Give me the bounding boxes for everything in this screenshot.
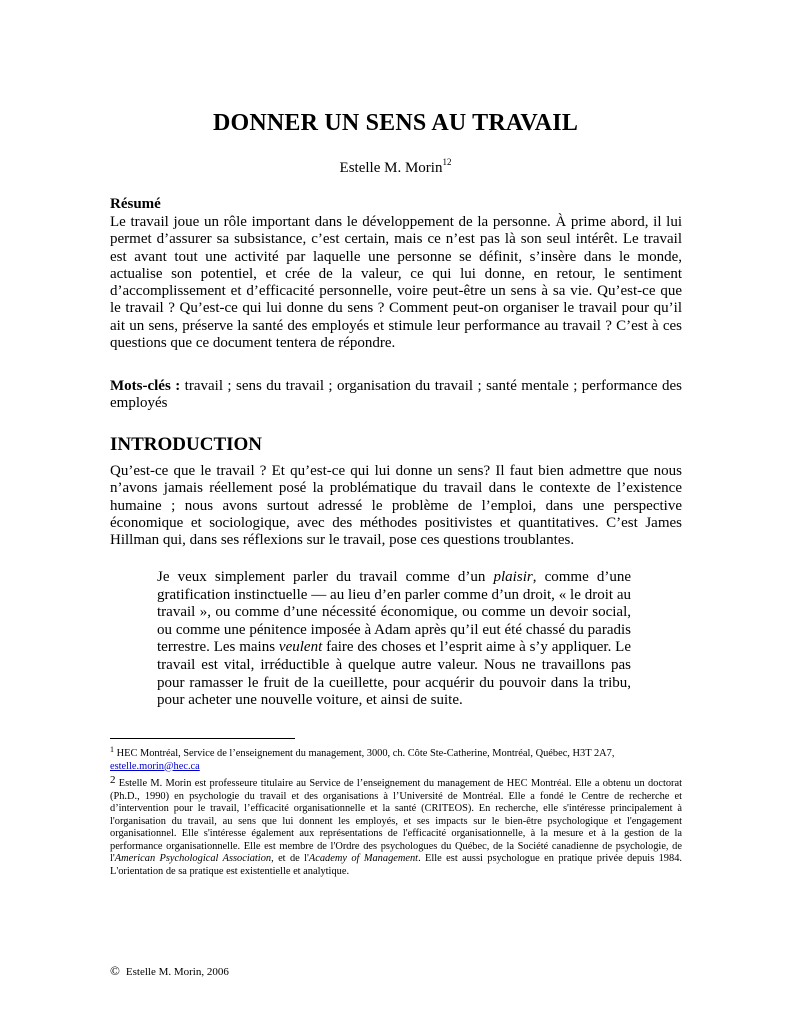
footnote-2-part-2: , et de l' [271, 853, 309, 864]
footnote-separator [110, 738, 295, 739]
footnote-2-emphasis-2: Academy of Management [308, 853, 419, 864]
footnote-1-text: HEC Montréal, Service de l’enseignement du management, 3000, ch. Côte Ste-Catherine, Montréal, Québec, H3T 2A7, [116, 748, 615, 759]
footnote-2-number: 2 [110, 774, 116, 786]
author-name: Estelle M. Morin [339, 160, 443, 176]
footnote-1 [110, 744, 682, 773]
author-footnote-marks: 12 [442, 157, 452, 167]
footnote-2-part-3: . Elle est aussi psychologue en pratique privée depuis 1984. L'orientation de sa pratique est existentielle et analytique. [110, 853, 682, 877]
quote-emphasis-2: veulent [278, 639, 323, 656]
footer-text: Estelle M. Morin, 2006 [125, 966, 229, 978]
introduction-text: Qu’est-ce que le travail ? Et qu’est-ce qui lui donne un sens? Il faut bien admettre que nous n’avons jamais réellement posé la problématique du travail dans le contexte de l’existence humaine ; nous avons surtout adressé le problème de l’emploi, dans une perspective économique et sociologique, avec des méthodes positivistes et quantitatives. C’est James Hillman qui, dans ses réflexions sur le travail, pose ces questions troublantes. [110, 463, 682, 549]
block-quote [157, 569, 631, 710]
email-link[interactable]: estelle.morin@hec.ca [110, 760, 200, 772]
footnote-2-part-1: Estelle M. Morin est professeure titulaire au Service de l’enseignement du management de HEC Montréal. Elle a obtenu un doctorat (Ph.D., 1990) en psychologie du travail et des organisations à l’Université de Montréal. Elle a fondé le Centre de recherche et d’intervention pour le travail, l’efficacité organisationnelle et la santé (CRITEOS). En recherche, elle s'intéresse principalement à l'organisation du travail, au sens que lui donnent les employés, et ses impacts sur le bien-être psychologique et l'engagement organisationnel. Elle s'intéresse également aux représentations de l'efficacité organisationnelle, à la mesure et à la gestion de la performance organisationnelle. Elle est membre de l'Ordre des psychologues du Québec, de la Société canadienne de psychologie, de l' [110, 778, 682, 864]
quote-part-3: faire des choses et l’esprit aime à s’y appliquer. Le travail est vital, irréductible à quelque autre valeur. Nous ne travaillons pas pour ramasser le fruit de la cueillette, pour acquérir du pouvoir dans la tribu, pour acheter une nouvelle voiture, et ainsi de suite. [157, 639, 631, 709]
author-line [0, 157, 791, 177]
resume-heading: Résumé [110, 196, 161, 212]
quote-part-1: Je veux simplement parler du travail comme d’un [157, 569, 494, 585]
keywords-text: travail ; sens du travail ; organisation du travail ; santé mentale ; performance des employés [110, 378, 683, 412]
copyright-symbol: © [110, 963, 120, 978]
keywords-paragraph [110, 378, 682, 413]
footnote-2 [110, 774, 682, 878]
quote-part-2: , comme d’une gratification instinctuelle — au lieu d’en parler comme d’un droit, « le droit au travail », ou comme d’une nécessité économique, ou comme un devoir social, ou comme une pénitence imposée à Adam après qu’il eut été chassé du paradis terrestre. Les mains [157, 569, 631, 656]
page-footer [110, 963, 229, 979]
introduction-heading: INTRODUCTION [110, 434, 263, 455]
resume-text: Le travail joue un rôle important dans le développement de la personne. À prime abord, il lui permet d’assurer sa subsistance, c’est certain, mais ce n’est pas là son seul intérêt. Le travail est avant tout une activité par laquelle une personne se définit, s’insère dans le monde, actualise son potentiel, et crée de la valeur, ce qui lui donne, en retour, le sentiment d’accomplissement et d’efficacité personnelle, voire peut-être un sens à sa vie. Qu’est-ce que le travail ? Qu’est-ce qui lui donne du sens ? Comment peut-on organiser le travail pour qu’il ait un sens, préserve la santé des employés et stimule leur performance au travail ? C’est à ces questions que ce document tentera de répondre. [110, 214, 682, 352]
footnote-1-number: 1 [110, 745, 114, 754]
document-title: DONNER UN SENS AU TRAVAIL [212, 110, 579, 136]
footnote-2-emphasis-1: American Psychological Association [114, 853, 272, 864]
quote-emphasis-1: plaisir [493, 569, 533, 585]
keywords-label: Mots-clés : [110, 378, 181, 394]
